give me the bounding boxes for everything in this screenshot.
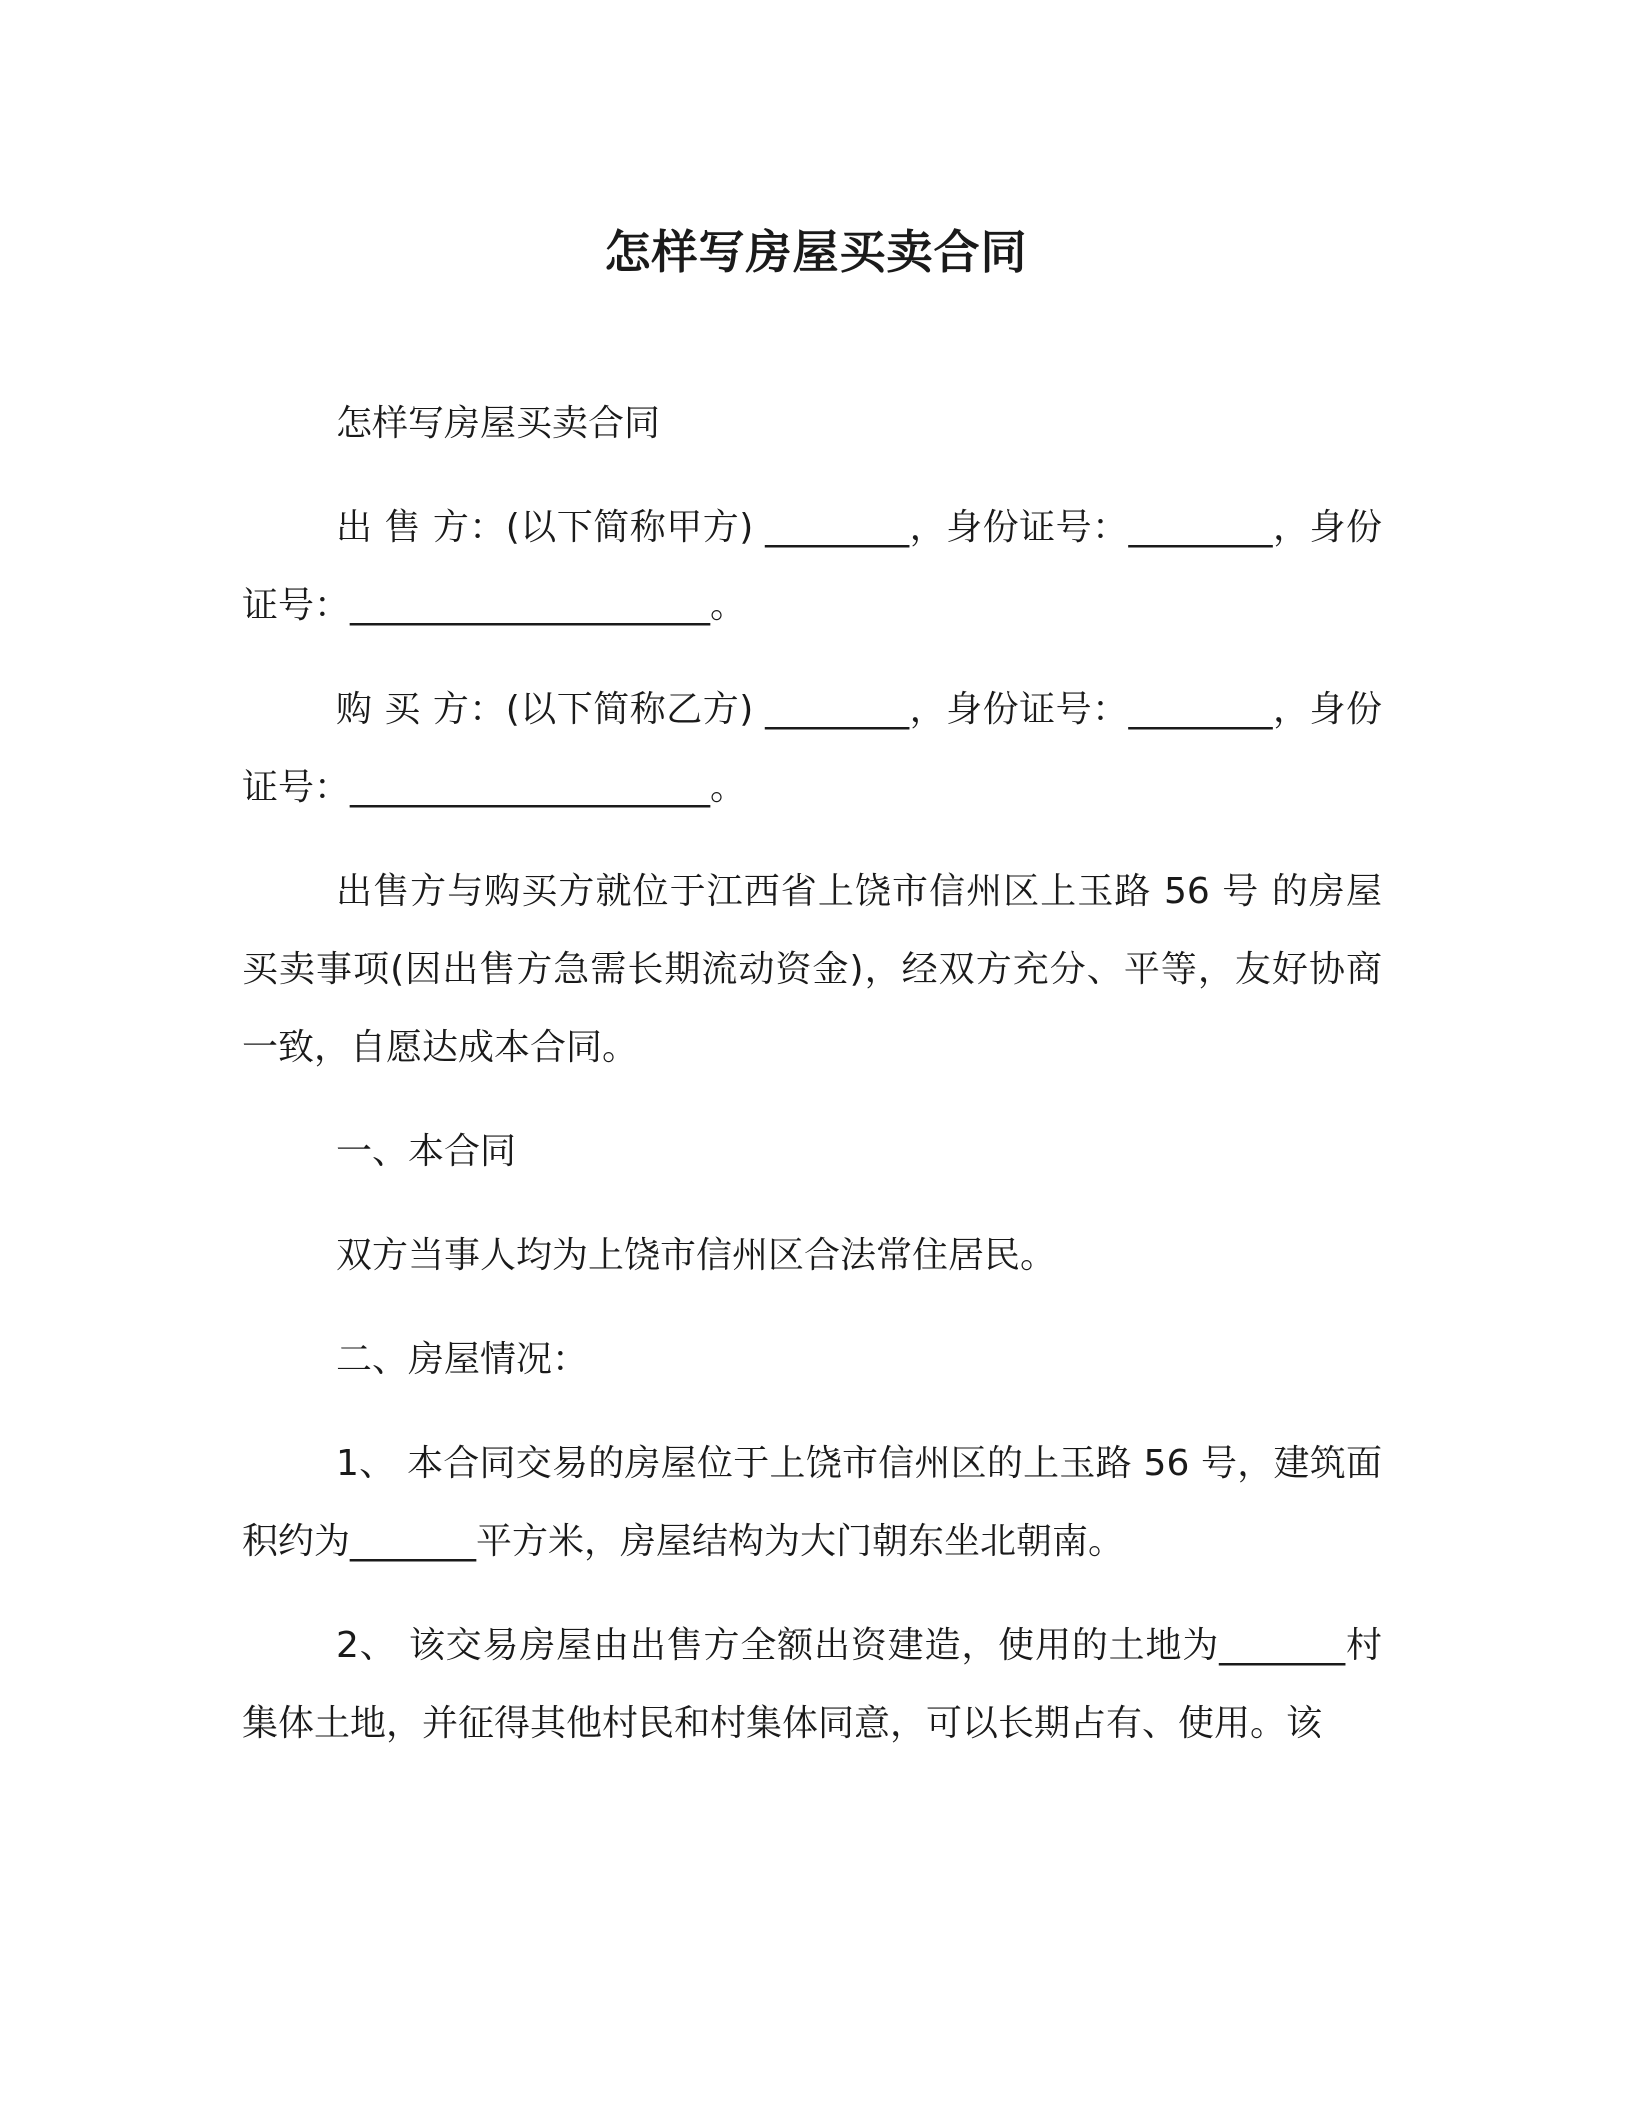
paragraph-intro: 出售方与购买方就位于江西省上饶市信州区上玉路 56 号 的房屋买卖事项(因出售方急需长期流动资金)，经双方充分、平等，友好协商一致，自愿达成本合同。: [242, 871, 1382, 1068]
clause-2: 2、 该交易房屋由出售方全额出资建造，使用的土地为_______村集体土地，并征得其他村民和村集体同意，可以长期占有、使用。该: [242, 1625, 1382, 1744]
section-heading-1: 一、本合同: [336, 1131, 517, 1172]
paragraph-seller: 出 售 方：(以下简称甲方) ________，身份证号：________，身份证号：____________________。: [242, 507, 1382, 626]
section-heading-2: 二、房屋情况：: [336, 1339, 589, 1380]
document-title: 怎样写房屋买卖合同: [604, 225, 1028, 279]
clause-1: 1、 本合同交易的房屋位于上饶市信州区的上玉路 56 号，建筑面积约为_______平方米，房屋结构为大门朝东坐北朝南。: [242, 1443, 1382, 1562]
document-body: [242, 385, 1382, 1789]
paragraph-parties: 双方当事人均为上饶市信州区合法常住居民。: [336, 1235, 1057, 1276]
paragraph-subtitle: 怎样写房屋买卖合同: [336, 403, 661, 444]
paragraph-buyer: 购 买 方：(以下简称乙方) ________，身份证号：________，身份证号：____________________。: [242, 689, 1382, 808]
